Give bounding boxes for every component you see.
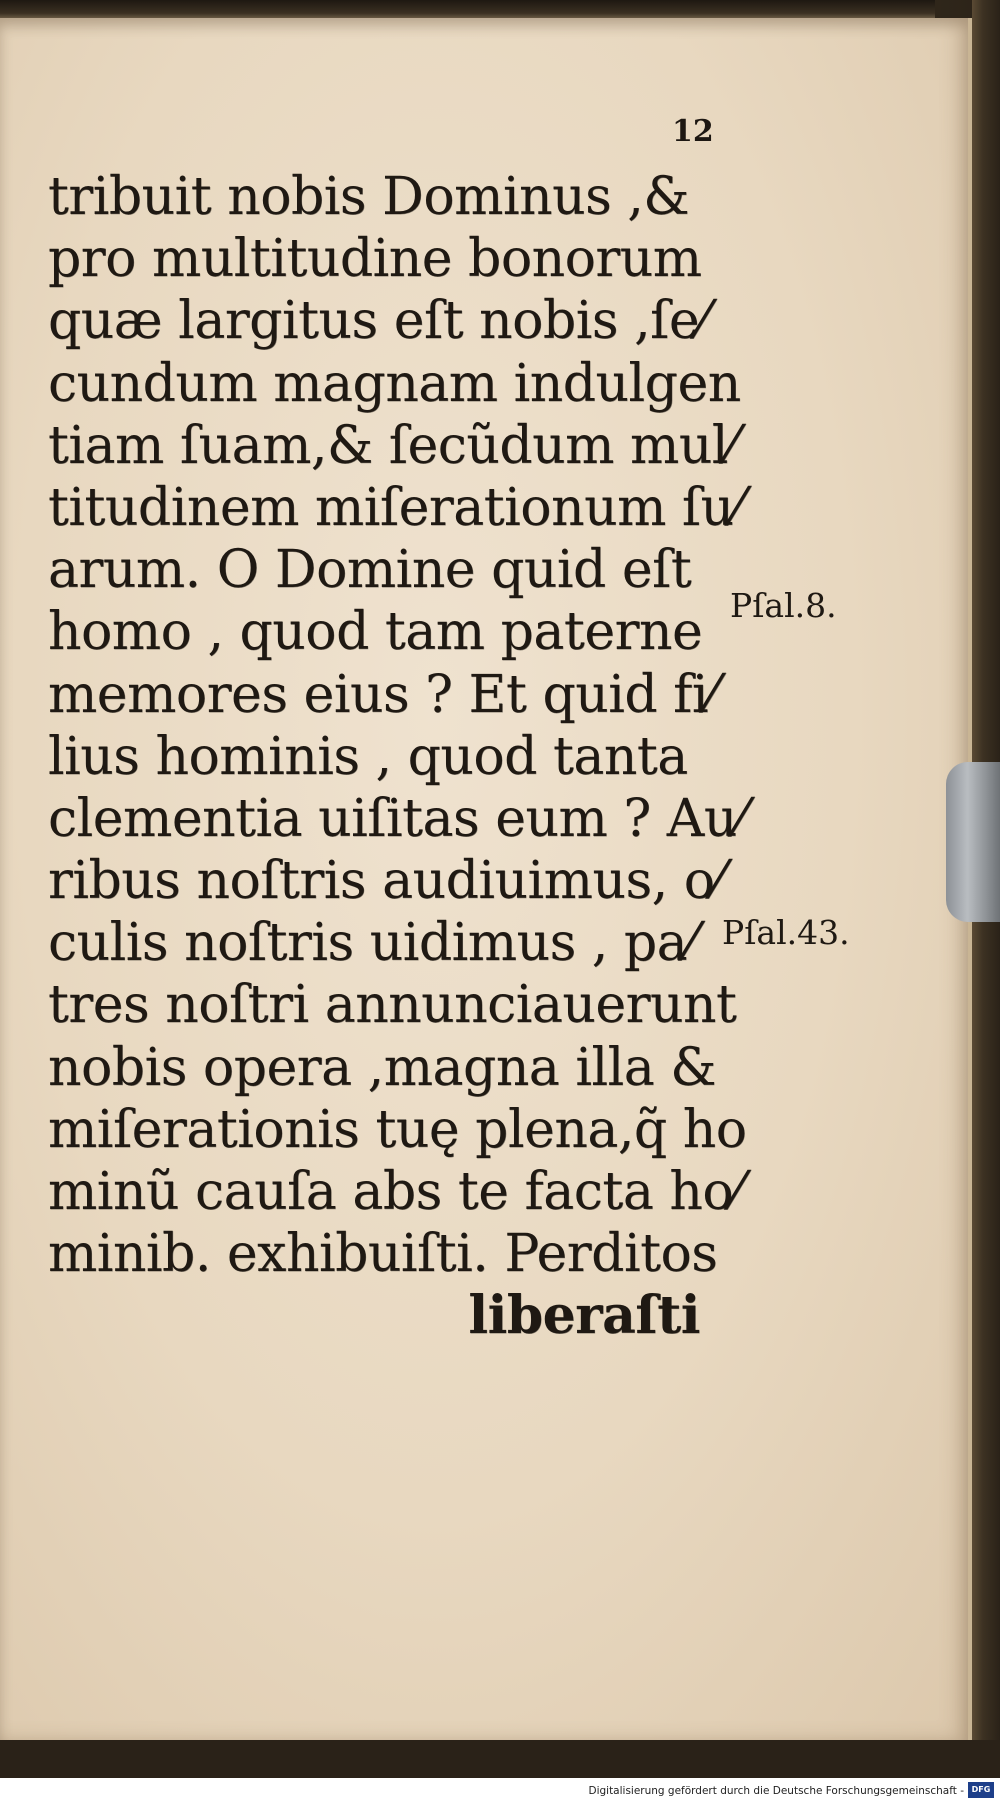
text-line: ribus noſtris audiuimus, o⁄ — [48, 851, 723, 912]
marginal-note-psalm-8: Pſal.8. — [730, 586, 837, 625]
text-line: minib. exhibuiſti. Perditos — [48, 1224, 718, 1285]
text-line: tribuit nobis Dominus ,& — [48, 167, 690, 227]
text-line: clementia uiſitas eum ? Au⁄ — [48, 788, 746, 849]
text-line: minũ cauſa abs te facta ho⁄ — [48, 1162, 742, 1222]
text-line: quæ largitus eſt nobis ,ſe⁄ — [48, 291, 708, 352]
marginal-note-psalm-43: Pſal.43. — [722, 913, 850, 952]
text-line: pro multitudine bonorum — [48, 229, 702, 290]
text-line: tres noſtri annunciauerunt — [48, 975, 737, 1036]
page-tab-marker — [946, 762, 1000, 922]
catchword: liberaſti — [468, 1285, 700, 1347]
text-line: titudinem miſerationum ſu⁄ — [48, 477, 742, 538]
text-line: tiam ſuam,& ſecũdum mul⁄ — [48, 415, 737, 476]
scan-bottom-band — [0, 1740, 1000, 1778]
dfg-logo: DFG — [968, 1782, 994, 1798]
folio-number: 12 — [672, 114, 714, 149]
text-line: homo , quod tam paterne — [48, 602, 703, 663]
text-line: nobis opera ,magna illa & — [48, 1037, 717, 1098]
text-line: lius hominis , quod tanta — [48, 726, 688, 787]
text-line: memores eius ? Et quid fi⁄ — [48, 664, 717, 725]
text-line: culis noſtris uidimus , pa⁄ — [48, 913, 696, 974]
funding-credit: Digitalisierung gefördert durch die Deutsche Forschungsgemeinschaft - — [588, 1785, 964, 1797]
text-line: arum. O Domine quid eſt — [48, 540, 692, 601]
text-line: cundum magnam indulgen — [48, 353, 741, 414]
main-text-block — [48, 166, 747, 1348]
text-line: miſerationis tuę plena,q̃ ho — [48, 1099, 747, 1160]
